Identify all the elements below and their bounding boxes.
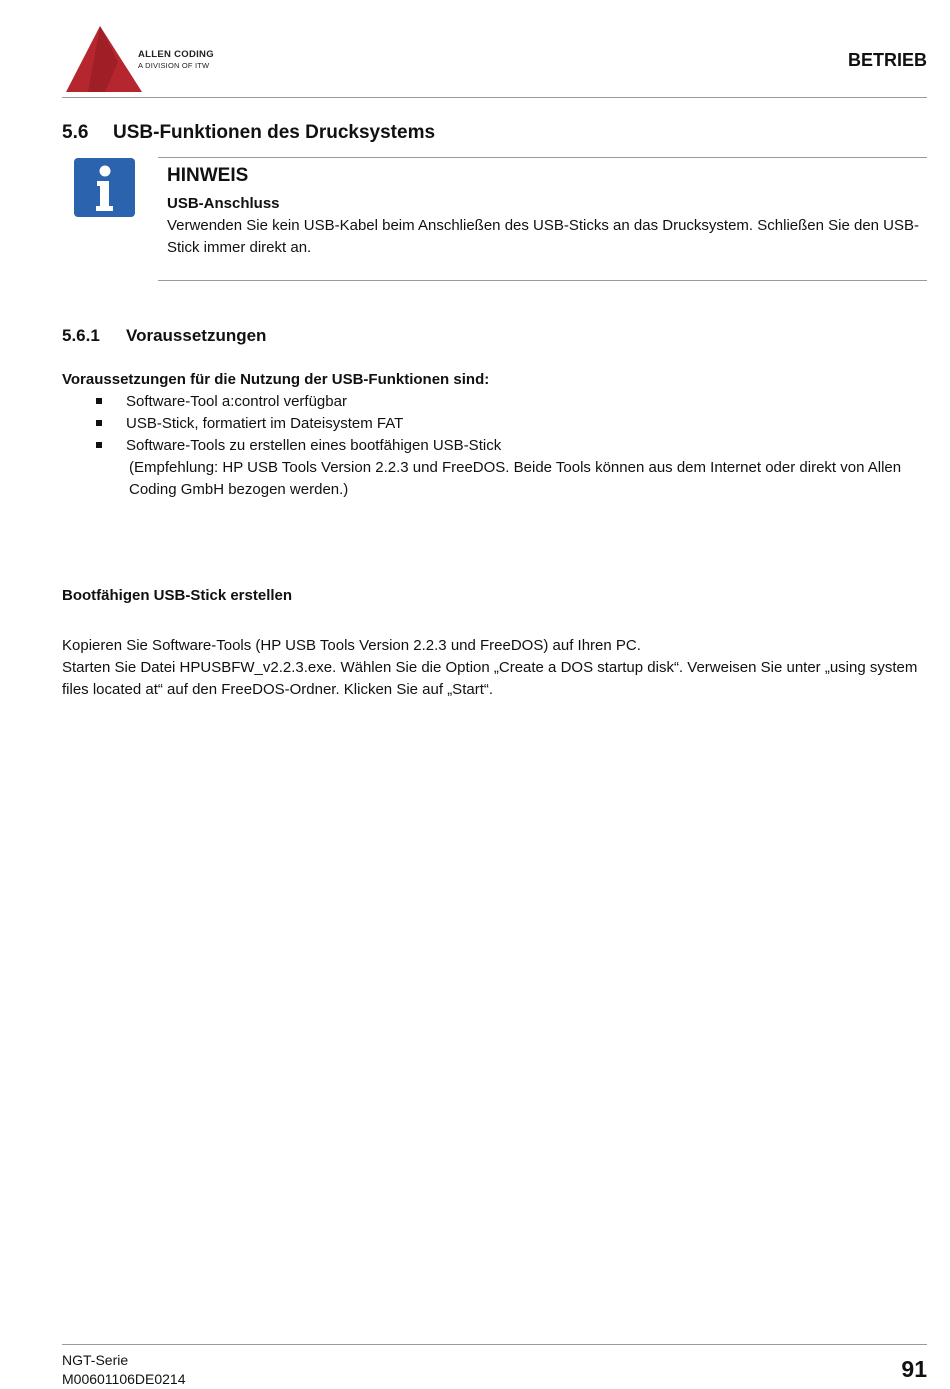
subsection-heading: [62, 326, 266, 346]
section-number: 5.6: [62, 122, 89, 143]
bullet-square-icon: [96, 420, 102, 426]
section-heading: [62, 122, 435, 144]
bootable-paragraph-1: Kopieren Sie Software-Tools (HP USB Tools Version 2.2.3 und FreeDOS) auf Ihren PC.: [62, 637, 641, 654]
bootable-paragraph-2: Starten Sie Datei HPUSBFW_v2.2.3.exe. Wählen Sie die Option „Create a DOS startup disk“. Verweisen Sie unter „using system files located at“ auf den FreeDOS-Ordner. Klicken Sie auf „Start“.: [62, 659, 918, 698]
bullet-square-icon: [96, 398, 102, 404]
footer-series: NGT-Serie: [62, 1352, 129, 1368]
footer-info: [62, 1351, 186, 1389]
list-item-text: Software-Tool a:control verfügbar: [126, 393, 347, 410]
header-divider: [62, 97, 927, 98]
requirements-list: [96, 391, 926, 501]
list-item: [96, 413, 926, 435]
allen-coding-logo-icon: [66, 26, 146, 94]
bullet-square-icon: [96, 442, 102, 448]
requirements-intro: Voraussetzungen für die Nutzung der USB-Funktionen sind:: [62, 371, 490, 388]
note-text: Verwenden Sie kein USB-Kabel beim Anschließen des USB-Sticks an das Drucksystem. Schließen Sie den USB-Stick immer direkt an.: [167, 217, 920, 256]
recommendation-note: (Empfehlung: HP USB Tools Version 2.2.3 und FreeDOS. Beide Tools können aus dem Internet oder direkt von Allen Coding GmbH bezogen werden.): [129, 459, 902, 498]
logo-brand-text: ALLEN CODING: [138, 49, 214, 60]
logo-subtitle-text: A DIVISION OF ITW: [138, 61, 210, 70]
list-item-text: USB-Stick, formatiert im Dateisystem FAT: [126, 415, 404, 432]
bootable-heading: Bootfähigen USB-Stick erstellen: [62, 587, 293, 604]
note-subtitle: USB-Anschluss: [167, 195, 280, 212]
section-title: USB-Funktionen des Drucksystems: [113, 122, 436, 143]
page-number: 91: [901, 1356, 927, 1382]
note-title: HINWEIS: [167, 165, 249, 186]
list-item: [96, 435, 926, 501]
subsection-number: 5.6.1: [62, 326, 100, 345]
subsection-title: Voraussetzungen: [126, 326, 267, 345]
footer-divider: [62, 1344, 927, 1345]
info-icon: [74, 158, 135, 217]
note-top-divider: [158, 157, 927, 158]
footer-doc-number: M00601106DE0214: [62, 1371, 186, 1387]
note-bottom-divider: [158, 280, 927, 281]
list-item: [96, 391, 926, 413]
list-item-text: Software-Tools zu erstellen eines bootfähigen USB-Stick: [126, 437, 502, 454]
header-section-title: BETRIEB: [847, 50, 927, 70]
